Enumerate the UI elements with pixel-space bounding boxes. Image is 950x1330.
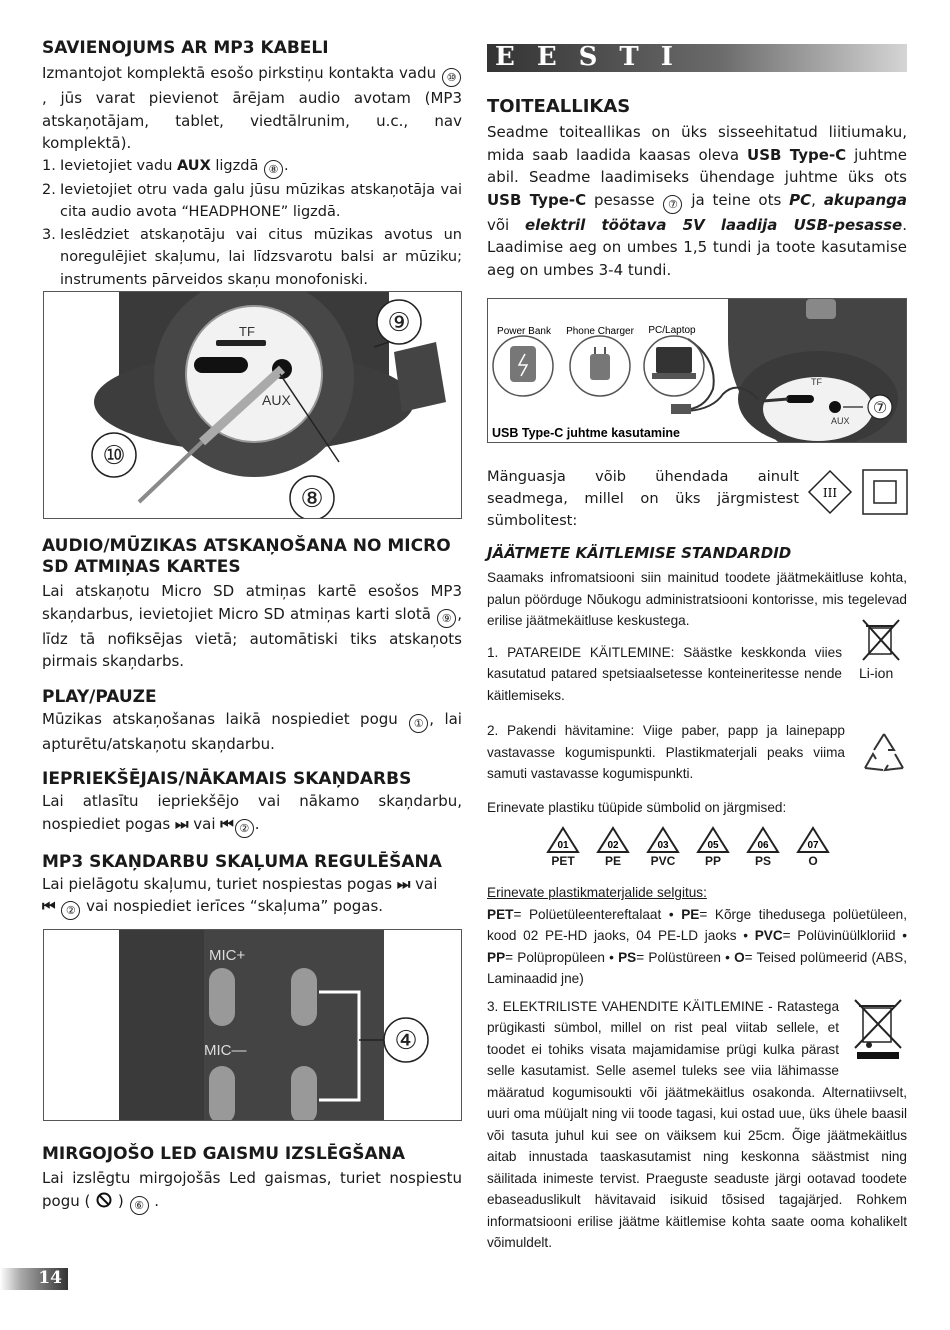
list-item (42, 179, 462, 224)
mic-buttons-figure (43, 929, 462, 1121)
plastic-symbol (543, 826, 583, 868)
step-text: Ievietojiet otru vada galu jūsu mūzikas atskaņotāja vai cita audio avota “HEADPHONE” ligzdā. (60, 181, 462, 220)
play-pause-text (42, 708, 462, 756)
volume-text-a: Lai pielāgotu skaļumu, turiet nospiestas pogas (42, 874, 397, 893)
recycle-triangle-icon (796, 826, 830, 854)
power-text (487, 121, 907, 281)
callout-ref: ⑧ (264, 160, 283, 179)
plastic-code: 01 (557, 840, 569, 851)
tf-label: TF (811, 377, 822, 387)
plastic-label: PS (754, 854, 771, 868)
power-text: , (811, 190, 824, 209)
power-text: Seadme toiteallikas on üks sisseehitatud liitiumaku, mida saab laadida kaasas oleva (487, 123, 907, 164)
callout-ref: ② (235, 819, 254, 838)
step-text: Ieslēdziet atskaņotāju vai citus mūzikas avotus un noregulējiet skaļumu, lai līdzsvarotu balsi ar mūziku; instruments pārveidos skaņu monofoniski. (60, 226, 462, 288)
aux-tf-figure (43, 291, 462, 519)
waste-section (487, 543, 907, 1254)
legend-key: PE (681, 906, 700, 922)
left-column-lower (42, 536, 462, 920)
led-title: MIRGOJOŠO LED GAISMU IZSLĒGŠANA (42, 1144, 406, 1164)
recycle-triangle-icon (696, 826, 730, 854)
volume-text (42, 873, 462, 921)
toy-note: Mänguasja võib ühendada ainult seadmega, millel on üks järgmistest sümbolitest: (487, 468, 799, 529)
pc-laptop-label: PC/Laptop (648, 325, 696, 336)
mic-buttons-illustration (44, 930, 461, 1120)
li-ion-label: Li-ion (859, 664, 894, 681)
step-text: ligzdā (210, 157, 263, 174)
mic-plus-button (209, 968, 235, 1026)
plastic-label: PP (704, 854, 721, 868)
step-bold: AUX (177, 157, 211, 174)
play-text-a: Mūzikas atskaņošanas laikā nospiediet pogu (42, 709, 409, 728)
play-text-b: , lai apturētu/atskaņotu skaņdarbu. (42, 709, 462, 753)
battery-text: 1. PATAREIDE KÄITLEMINE: Säästke keskkonda viies kasutatud patared spetsiaalsetesse konteineritesse nende käitlemiseks. (487, 644, 842, 703)
tf-label: TF (239, 324, 255, 339)
power-bank-label: Power Bank (497, 326, 551, 337)
sd-text (42, 580, 462, 673)
plastic-label: PET (551, 854, 575, 868)
led-text-mid: ) (113, 1191, 129, 1210)
prev-next-text-b: . (254, 814, 260, 833)
volume-title: MP3 SKAŅDARBU SKAĻUMA REGULĒŠANA (42, 851, 442, 872)
led-text-a: Lai izslēgtu mirgojošās Led gaismas, turiet nospiestu pogu ( (42, 1169, 462, 1210)
legend-value: = Kõrge tihedusega polüetüleen, kood 02 PE-HD jaoks, 04 PE-LD jaoks • (487, 906, 907, 943)
recycle-triangle-icon (746, 826, 780, 854)
callout-ref: ⑥ (130, 1196, 149, 1215)
callout-ref: ⑩ (442, 68, 461, 87)
play-pause-title: PLAY/PAUZE (42, 686, 157, 707)
power-text: või (487, 215, 525, 234)
phone-charger-icon (590, 354, 610, 380)
led-off-icon (95, 1192, 113, 1208)
step-number: 3. (42, 226, 56, 243)
prev-track-icon: ⏮ (42, 897, 56, 915)
power-text: . Laadimise aeg on umbes 1,5 tundi ja toote kasutamise aeg on umbes 3-4 tundi. (487, 215, 907, 279)
step-text: Ievietojiet vadu (60, 157, 178, 174)
power-bank-icon (510, 346, 536, 382)
next-button (291, 968, 317, 1026)
mp3-cable-intro (42, 62, 462, 155)
usb-c-figure (487, 298, 907, 443)
plastic-label: PVC (650, 854, 676, 868)
plastic-code: 05 (707, 840, 719, 851)
sd-text-a: Lai atskaņotu Micro SD atmiņas kartē esošos MP3 skaņdarbus, ievietojiet Micro SD atmiņas karti slotā (42, 582, 462, 623)
mic-minus-label: MIC— (204, 1042, 247, 1059)
plastic-symbol (743, 826, 783, 868)
page-number: 14 (38, 1268, 62, 1288)
power-bold-italic: PC (789, 190, 812, 209)
legend-title: Erinevate plastikmaterjalide selgitus: (487, 885, 707, 900)
legend-key: PVC (754, 928, 783, 943)
plastic-symbols (543, 826, 833, 868)
mic-minus-button (209, 1066, 235, 1120)
led-text (42, 1167, 462, 1215)
crossed-bin-icon (859, 616, 903, 664)
legend-key: PP (487, 949, 506, 965)
left-column (42, 38, 462, 291)
banner-label: EESTI (495, 42, 695, 72)
prev-next-text-a: Lai atlasītu iepriekšējo vai nākamo skaņdarbu, nospiediet pogas (42, 792, 462, 833)
volume-text-b: vai nospiediet ierīces “skaļuma” pogas. (81, 897, 384, 915)
recycle-triangle-icon (646, 826, 680, 854)
usb-c-illustration (488, 299, 906, 442)
sd-text-b: , līdz tā nofiksējas vietā; automātiski tiks atskaņots pirmais skaņdarbs. (42, 604, 462, 670)
callout-ref: ⑨ (437, 609, 456, 628)
toy-note-section (487, 466, 907, 532)
recycle-triangle-icon (596, 826, 630, 854)
power-bold: USB Type-C (487, 190, 587, 209)
list-item (42, 224, 462, 292)
plastic-symbol (643, 826, 683, 868)
callout-ref: ① (409, 714, 428, 733)
legend-value: = Polüvinüülkloriid • (782, 928, 907, 943)
power-section (487, 96, 907, 281)
plastic-symbol (793, 826, 833, 868)
mp3-cable-title: SAVIENOJUMS AR MP3 KABELI (42, 38, 329, 58)
power-bold-italic: akupanga (823, 190, 907, 209)
power-bold-italic: elektril töötava 5V laadija USB-pesasse (524, 215, 903, 234)
callout-7: ⑦ (872, 398, 888, 417)
aux-label: AUX (831, 416, 850, 426)
mp3-steps-list (42, 155, 462, 292)
next-track-icon: ⏭ (396, 874, 411, 893)
step-text: . (283, 157, 289, 174)
plastic-legend (487, 904, 907, 990)
prev-next-title: IEPRIEKŠĒJAIS/NĀKAMAIS SKAŅDARBS (42, 769, 412, 789)
waste-intro: Saamaks infromatsiooni siin mainitud toodete jäätmekäitluse kohta, palun pöörduge Nõukogu administratsiooni kontorisse, mis tegelevad erilise jäätmekäitluse keskustega. (487, 570, 907, 628)
led-section (42, 1144, 462, 1215)
callout-9: ⑨ (387, 308, 411, 338)
plastic-code: 07 (807, 840, 819, 851)
legend-value: = Teised polümeerid (ABS, Laminaadid jne) (487, 949, 908, 986)
electrical-text: 3. ELEKTRILISTE VAHENDITE KÄITLEMINE - Ratastega prügikasti sümbol, millel on rist peal viitab sellele, et toodet ei tohiks visata majamidamise prügi kulka pärast selle kasutamist. Selle asemel tuleks see viia lähimasse määratud kogumisoukti või jäätmekäitlus osakonda. Alternatiivselt, uuri oma müüjalt ning vii toode tagasi, kui ostad uue, üks ühele baasil või tasuta juhul kui see on väiksem kui 25cm. Õige jäätmekäitlus aitab innustada taaskasutamist ning keskonna säästmist ning säilitada inimeste tervist. Praeguste seaduste järgi ootavad toodete ebaseaduslikult hävitavaid isikuid tõsised tagajärjed. Rohkem informatsiooni erilise jäätme käitlemise kohta saate ooma kohalikelt võimuldelt. (487, 998, 907, 1250)
waste-title: JÄÄTMETE KÄITLEMISE STANDARDID (487, 544, 792, 562)
callout-ref: ⑦ (663, 195, 682, 214)
next-track-icon: ⏭ (174, 814, 189, 833)
language-banner (487, 44, 907, 72)
legend-value: = Polüstüreen • (636, 949, 735, 965)
legend-key: O (734, 949, 745, 965)
or-text: vai (188, 814, 221, 833)
aux-label: AUX (262, 392, 291, 408)
aux-tf-illustration (44, 292, 461, 518)
recycle-triangle-icon (546, 826, 580, 854)
callout-ref: ② (61, 901, 80, 920)
power-title: TOITEALLIKAS (487, 96, 631, 117)
class-iii-symbol (807, 469, 853, 515)
legend-key: PET (487, 906, 514, 922)
plastic-intro: Erinevate plastiku tüüpide sümbolid on järgmised: (487, 799, 787, 815)
page-number-tab (0, 1268, 68, 1290)
class-iii-label: III (822, 486, 838, 500)
intro-text-b: , jūs varat pievienot ārējam audio avotam (MP3 atskaņotājam, tablet, viedtālrunim, u.c., nav komplektā). (42, 89, 462, 152)
led-text-b: . (149, 1191, 160, 1210)
double-insulation-symbol (862, 469, 908, 515)
step-number: 2. (42, 181, 56, 198)
power-text: ja teine ots (683, 190, 790, 209)
prev-button (291, 1066, 317, 1120)
legend-key: PS (618, 949, 637, 965)
plastic-label: PE (604, 854, 621, 868)
plastic-symbol (693, 826, 733, 868)
usb-c-caption: USB Type-C juhtme kasutamine (492, 426, 681, 440)
packaging-item (487, 720, 907, 785)
power-text: juhtme abil. Seadme laadimiseks ühendage juhtme üks ots (487, 145, 908, 186)
battery-item (487, 642, 907, 707)
or-text: vai (410, 874, 438, 893)
electrical-item (487, 996, 907, 1254)
power-bold: USB Type-C (747, 145, 847, 164)
sd-title: AUDIO/MŪZIKAS ATSKAŅOŠANA NO MICRO SD ATMIŅAS KARTES (42, 536, 451, 577)
intro-text-a: Izmantojot komplektā esošo pirkstiņu kontakta vadu (42, 64, 441, 82)
step-number: 1. (42, 157, 56, 174)
plastic-code: 02 (607, 840, 619, 851)
callout-10: ⑩ (102, 441, 126, 471)
callout-4: ④ (394, 1026, 418, 1056)
callout-8: ⑧ (300, 484, 324, 514)
weee-bin-icon (849, 998, 907, 1060)
legend-value: = Polüpropüleen • (505, 949, 619, 965)
recycle-icon (859, 730, 909, 776)
prev-next-text (42, 790, 462, 838)
power-text: pesasse (586, 190, 663, 209)
list-item (42, 155, 462, 179)
plastic-code: 06 (757, 840, 769, 851)
laptop-icon (656, 347, 692, 373)
prev-track-icon: ⏮ (220, 814, 234, 833)
plastic-code: 03 (657, 840, 669, 851)
plastic-label: O (808, 854, 818, 868)
plastic-symbol (593, 826, 633, 868)
legend-value: = Polüetüleentereftalaat • (513, 906, 682, 922)
mic-plus-label: MIC+ (209, 947, 246, 964)
packaging-text: 2. Pakendi hävitamine: Viige paber, papp ja lainepapp vastavasse kogumispunkti. Plastikmaterjali peaks viima samuti vastavasse kogumispunkti. (487, 723, 845, 781)
phone-charger-label: Phone Charger (566, 326, 634, 337)
